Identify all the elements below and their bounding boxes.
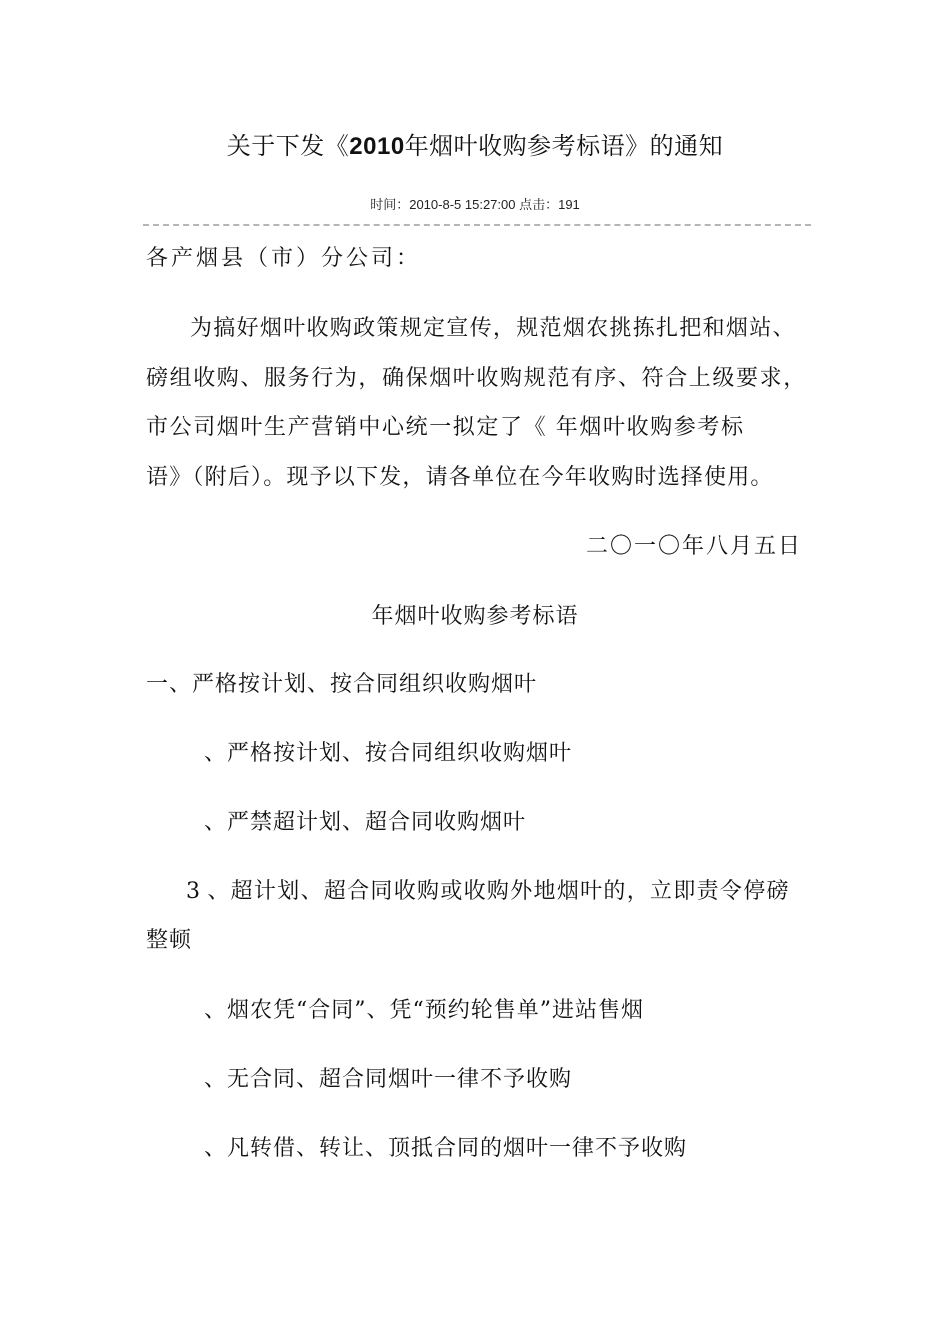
list-item-3-continued: 整顿 — [146, 928, 193, 953]
salutation: 各产烟县（市）分公司： — [146, 246, 422, 271]
dashed-divider — [143, 224, 811, 226]
document-title — [0, 128, 950, 165]
list-item: 、烟农凭“合同”、凭“预约轮售单”进站售烟 — [204, 998, 644, 1023]
body-line-3: 市公司烟叶生产营销中心统一拟定了《 年烟叶收购参考标 — [146, 415, 745, 440]
body-line-2: 磅组收购、服务行为，确保烟叶收购规范有序、符合上级要求， — [146, 366, 807, 391]
publish-meta: 时间：2010-8-5 15:27:00 点击：191 — [370, 197, 580, 212]
list-item-3 — [186, 876, 790, 908]
body-line-4: 语》（附后）。现予以下发，请各单位在今年收购时选择使用。 — [146, 465, 774, 490]
item-3-number: 3 — [186, 879, 202, 904]
title-suffix: 年烟叶收购参考标语》的通知 — [404, 132, 724, 160]
body-line-1: 为搞好烟叶收购政策规定宣传，规范烟农挑拣扎把和烟站、 — [190, 316, 796, 341]
item-3-text: 、超计划、超合同收购或收购外地烟叶的，立即责令停磅 — [207, 879, 790, 904]
list-item: 、严禁超计划、超合同收购烟叶 — [204, 810, 527, 835]
list-item: 、凡转借、转让、顶抵合同的烟叶一律不予收购 — [204, 1136, 688, 1161]
title-prefix: 关于下发《 — [226, 132, 350, 160]
list-item: 、严格按计划、按合同组织收购烟叶 — [204, 741, 573, 766]
appendix-title: 年烟叶收购参考标语 — [371, 604, 579, 629]
title-year: 2010 — [349, 133, 405, 160]
section-heading-1: 一、严格按计划、按合同组织收购烟叶 — [146, 672, 538, 697]
list-item: 、无合同、超合同烟叶一律不予收购 — [204, 1067, 573, 1092]
document-date: 二〇一〇年八月五日 — [585, 534, 802, 559]
